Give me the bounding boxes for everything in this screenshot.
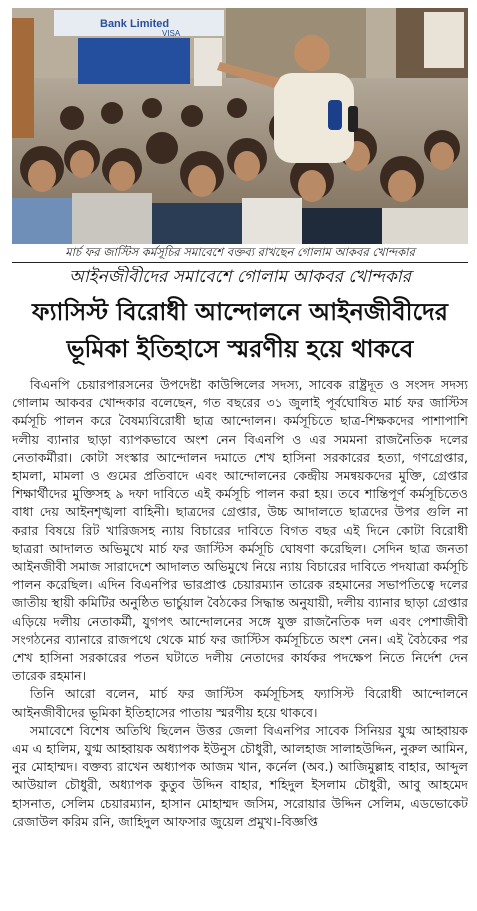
main-headline — [12, 294, 468, 368]
headline-line-1: ফ্যাসিস্ট বিরোধী আন্দোলনে আইনজীবীদের — [32, 298, 448, 326]
visa-text: VISA — [162, 29, 181, 38]
news-photo — [12, 8, 468, 244]
article-body — [12, 376, 468, 906]
headline-kicker: আইনজীবীদের সমাবেশে গোলাম আকবর খোন্দকার — [68, 267, 412, 287]
rally-photo-image — [12, 8, 468, 244]
headline-line-2: ভূমিকা ইতিহাসে স্মরণীয় হয়ে থাকবে — [66, 335, 414, 363]
article-paragraph: বিএনপি চেয়ারপারসনের উপদেষ্টা কাউন্সিলের সদস্য, সাবেক রাষ্ট্রদূত ও সংসদ সদস্য গোলাম আকবর খোন্দকার বলেছেন, গত বছরের ৩১ জুলাই পূর্বঘোষিত মার্চ ফর জাস্টিস কর্মসূচি পালন করে বৈষম্যবিরোধী ছাত্র আন্দোলন। কর্মসূচিতে ছাত্র-শিক্ষকদের পাশাপাশি দলীয় ব্যানার ছাড়া ব্যাপকভাবে অংশ নেন বিএনপি ও এর সমমনা রাজনৈতিক দলের নেতাকর্মীরা। কোটা সংস্কার আন্দোলন দমাতে শেখ হাসিনা সরকারের হত্যা, গণগ্রেপ্তার, হামলা, মামলা ও গুমের প্রতিবাদে এবং আন্দোলনের কেন্দ্রীয় সমন্বয়কদের মুক্তি, গ্রেপ্তার শিক্ষার্থীদের মুক্তিসহ ৯ দফা দাবিতে এই কর্মসূচি পালন করা হয়। তবে শান্তিপূর্ণ কর্মসূচিতেও বাধা দেয় আইনশৃঙ্খলা বাহিনী। ছাত্রদের গ্রেপ্তার, উচ্চ আদালতে ছাত্রদের উপর গুলি না করার বিষয়ে রিট খারিজসহ ন্যায় বিচারের দাবিতে বিগত বছর এই দিনে কোটা বিরোধী ছাত্ররা আদালত অভিমুখে মার্চ ফর জাস্টিস কর্মসূচি ঘোষণা করেছিল। সেদিন ছাত্র জনতা আইনজীবী সমাজ সারাদেশে আদালত অভিমুখে নিয়ে ন্যায় বিচারের দাবিতে পদযাত্রা কর্মসূচি পালন করেছিল। এদিন বিএনপির ভারপ্রাপ্ত চেয়ারম্যান তারেক রহমানের সভাপতিত্বে দলের জাতীয় স্থায়ী কমিটির অনুষ্ঠিত ভার্চুয়াল বৈঠকের সিদ্ধান্ত অনুযায়ী, দলীয় ব্যানার ছাড়া গ্রেপ্তার এড়িয়ে দলীয় নেতাকর্মী, যুগপৎ আন্দোলনের সঙ্গে যুক্ত রাজনৈতিক দল এবং পেশাজীবী সংগঠনের ব্যানারে রাজপথে থেকে মার্চ ফর জাস্টিস কর্মসূচিতে অংশ নেন। এই বৈঠকের পর শেখ হাসিনা সরকারের পতন ঘটাতে দলীয় নেতাদের কার্যকর পদক্ষেপ নিতে নির্দেশ দেন তারেক রহমান। — [12, 377, 468, 684]
microphone-icon — [328, 100, 342, 130]
article-paragraph: তিনি আরো বলেন, মার্চ ফর জাস্টিস কর্মসূচিসহ ফ্যাসিস্ট বিরোধী আন্দোলনে আইনজীবীদের ভূমিকা ইতিহাসের পাতায় স্মরণীয় হয়ে থাকবে। — [12, 686, 468, 720]
divider — [12, 262, 468, 263]
photo-caption: মার্চ ফর জাস্টিস কর্মসূচির সমাবেশে বক্তব্য রাখছেন গোলাম আকবর খোন্দকার — [65, 245, 415, 259]
banner-text: Bank Limited — [100, 18, 170, 30]
article-paragraph: সমাবেশে বিশেষ অতিথি ছিলেন উত্তর জেলা বিএনপির সাবেক সিনিয়র যুগ্ম আহ্বায়ক এম এ হালিম, যুগ্ম আহ্বায়ক অধ্যাপক ইউনুস চৌধুরী, আলহাজ সালাহউদ্দিন, নুরুল আমিন, নুর মোহাম্মদ। বক্তব্য রাখেন অধ্যাপক আজম খান, কর্নেল (অব.) আজিমুল্লাহ বাহার, আব্দুল আউয়াল চৌধুরী, অধ্যাপক কুতুব উদ্দিন বাহার, শহিদুল ইসলাম চৌধুরী, আবু আহমেদ হাসনাত, সেলিম চেয়ারম্যান, হাসান মোহাম্মদ জসিম, সরোয়ার উদ্দিন সেলিম, এডভোকেট রেজাউল করিম রনি, জাহিদুল আফসার জুয়েল প্রমুখ।-বিজ্ঞপ্তি — [12, 722, 468, 829]
